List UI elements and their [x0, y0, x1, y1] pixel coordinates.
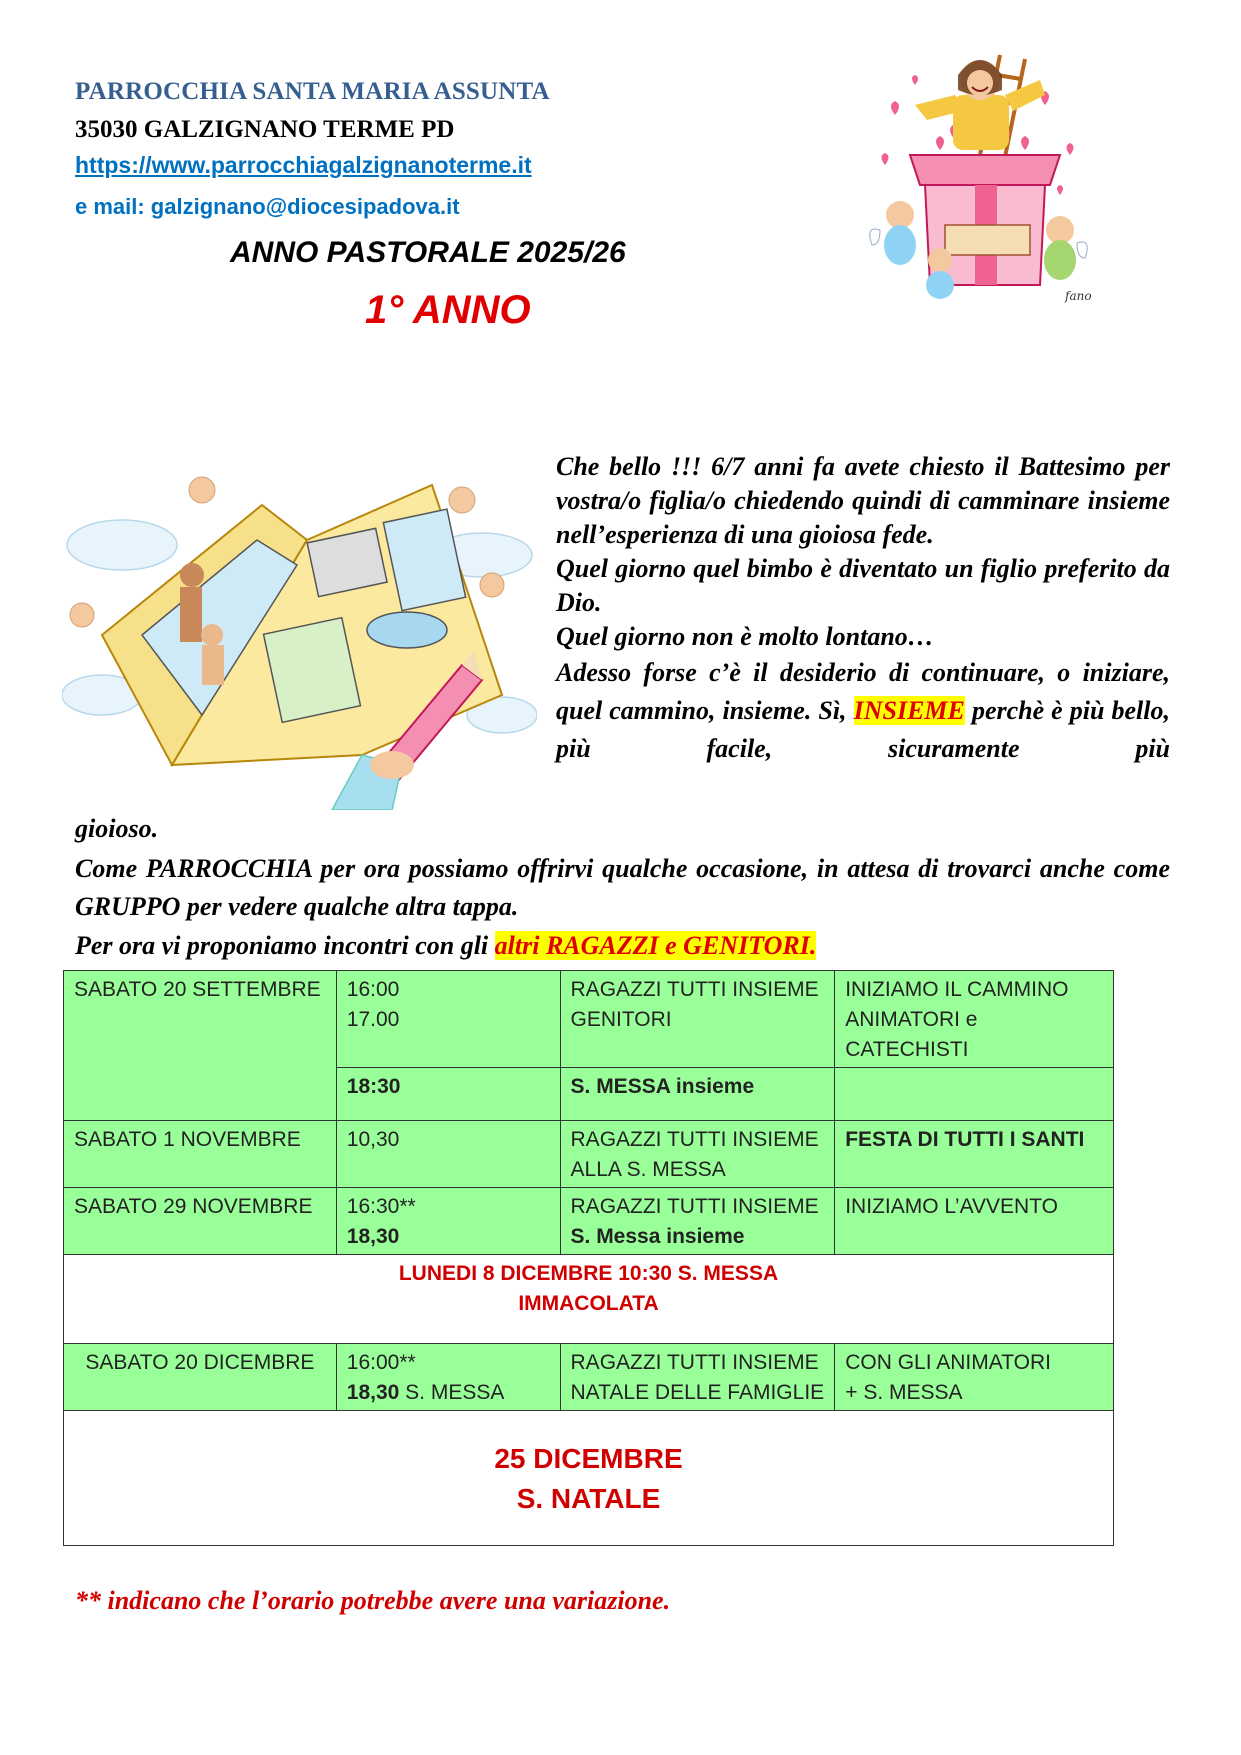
- r2-date: SABATO 1 NOVEMBRE: [64, 1121, 337, 1188]
- parish-name: PARROCCHIA SANTA MARIA ASSUNTA: [75, 78, 550, 105]
- r3-who1: RAGAZZI TUTTI INSIEME: [570, 1195, 819, 1218]
- r1-time1: 16:00: [346, 978, 400, 1001]
- r5-note2: + S. MESSA: [845, 1381, 963, 1404]
- r5-note1: CON GLI ANIMATORI: [845, 1351, 1051, 1374]
- r3-time2: 18,30: [346, 1225, 400, 1248]
- insieme-highlight: INSIEME: [853, 696, 965, 725]
- r5-times: [336, 1344, 560, 1411]
- r5-who1: RAGAZZI TUTTI INSIEME: [570, 1351, 819, 1374]
- website-link[interactable]: https://www.parrocchiagalzignanoterme.it: [75, 152, 532, 178]
- intro-paragraph-6-start: Per ora vi proponiamo incontri con gli: [75, 931, 489, 960]
- r5-note: [835, 1344, 1114, 1411]
- r3-date: SABATO 29 NOVEMBRE: [64, 1188, 337, 1255]
- table-row: [64, 1255, 1114, 1344]
- intro-paragraph-2: Quel giorno quel bimbo è diventato un figlio preferito da Dio.: [556, 554, 1170, 617]
- artist-signature: fano: [1065, 289, 1092, 303]
- intro-paragraph-4-start: Adesso forse c’è il desiderio di continuare, o iniziare, quel cammino, insieme. Sì,: [556, 658, 1170, 725]
- r1-time3: 18:30: [336, 1068, 560, 1121]
- email-address[interactable]: e mail: galzignano@diocesipadova.it: [75, 194, 460, 219]
- angel-left: [870, 201, 916, 265]
- intro-paragraph-4: [556, 654, 1170, 768]
- r1-who3: S. MESSA insieme: [560, 1068, 835, 1121]
- hand: [332, 751, 414, 810]
- intro-text-full: [75, 812, 1170, 966]
- table-row: [64, 1344, 1114, 1411]
- r3-note: INIZIAMO L’AVVENTO: [835, 1188, 1114, 1255]
- r5-time1: 16:00**: [346, 1351, 416, 1374]
- r6-line2: S. NATALE: [516, 1483, 661, 1514]
- r5-time2: [347, 1378, 550, 1408]
- intro-text-side: [556, 450, 1170, 768]
- r1-who: [560, 971, 835, 1068]
- r1-who1: RAGAZZI TUTTI INSIEME: [570, 978, 819, 1001]
- r4-line2: IMMACOLATA: [518, 1292, 659, 1315]
- r5-time2-rest: S. MESSA: [399, 1381, 505, 1404]
- r1-times: [336, 971, 560, 1068]
- open-book-illustration: [62, 465, 537, 810]
- r3-times: [336, 1188, 560, 1255]
- intro-paragraph-5: Come PARROCCHIA per ora possiamo offrirvi qualche occasione, in attesa di trovarci anche come GRUPPO per vedere qualche altra tappa.: [75, 854, 1170, 921]
- r1-note: INIZIAMO IL CAMMINO ANIMATORI e CATECHISTI: [835, 971, 1114, 1068]
- r1-who2: GENITORI: [570, 1008, 672, 1031]
- r2-time: 10,30: [336, 1121, 560, 1188]
- r1-date: SABATO 20 SETTEMBRE: [64, 971, 337, 1121]
- angel-right: [1044, 216, 1087, 280]
- intro-paragraph-4-cont: perchè è più bello, più facile, sicuramente più: [556, 696, 1170, 763]
- r2-who: RAGAZZI TUTTI INSIEME ALLA S. MESSA: [560, 1121, 835, 1188]
- intro-paragraph-1: Che bello !!! 6/7 anni fa avete chiesto il Battesimo per vostra/o figlia/o chiedendo quindi di camminare insieme nell’esperienza di una gioiosa fede.: [556, 452, 1170, 549]
- ragazzi-genitori-highlight: altri RAGAZZI e GENITORI.: [494, 931, 817, 960]
- footnote: ** indicano che l’orario potrebbe avere una variazione.: [75, 1586, 671, 1615]
- year-subtitle: 1° ANNO: [365, 288, 531, 332]
- intro-paragraph-4-end: gioioso.: [75, 814, 159, 843]
- pastoral-year-title: ANNO PASTORALE 2025/26: [230, 236, 626, 269]
- r1-time2: 17.00: [346, 1008, 400, 1031]
- r3-time1: 16:30**: [346, 1195, 416, 1218]
- r3-who2: S. Messa insieme: [570, 1225, 745, 1248]
- intro-paragraph-3: Quel giorno non è molto lontano…: [556, 622, 934, 651]
- intro-paragraph-6: [75, 926, 1170, 966]
- r5-who2: NATALE DELLE FAMIGLIE: [570, 1381, 825, 1404]
- r4-immacolata: [64, 1255, 1114, 1344]
- r3-who: [560, 1188, 835, 1255]
- jesus-gift-box-illustration: [855, 45, 1110, 320]
- r6-line1: 25 DICEMBRE: [494, 1443, 683, 1474]
- schedule-table: [63, 970, 1114, 1546]
- r5-who: [560, 1344, 835, 1411]
- r4-line1: LUNEDI 8 DICEMBRE 10:30 S. MESSA: [398, 1262, 779, 1285]
- r5-time2-bold: 18,30: [346, 1381, 400, 1404]
- table-row: [64, 1188, 1114, 1255]
- table-row: [64, 1411, 1114, 1546]
- r1-empty: [835, 1068, 1114, 1121]
- table-row: [64, 971, 1114, 1068]
- table-row: [64, 1121, 1114, 1188]
- r5-date: SABATO 20 DICEMBRE: [64, 1344, 337, 1411]
- parish-address: 35030 GALZIGNANO TERME PD: [75, 116, 455, 143]
- r2-note: FESTA DI TUTTI I SANTI: [835, 1121, 1114, 1188]
- r6-natale: [64, 1411, 1114, 1546]
